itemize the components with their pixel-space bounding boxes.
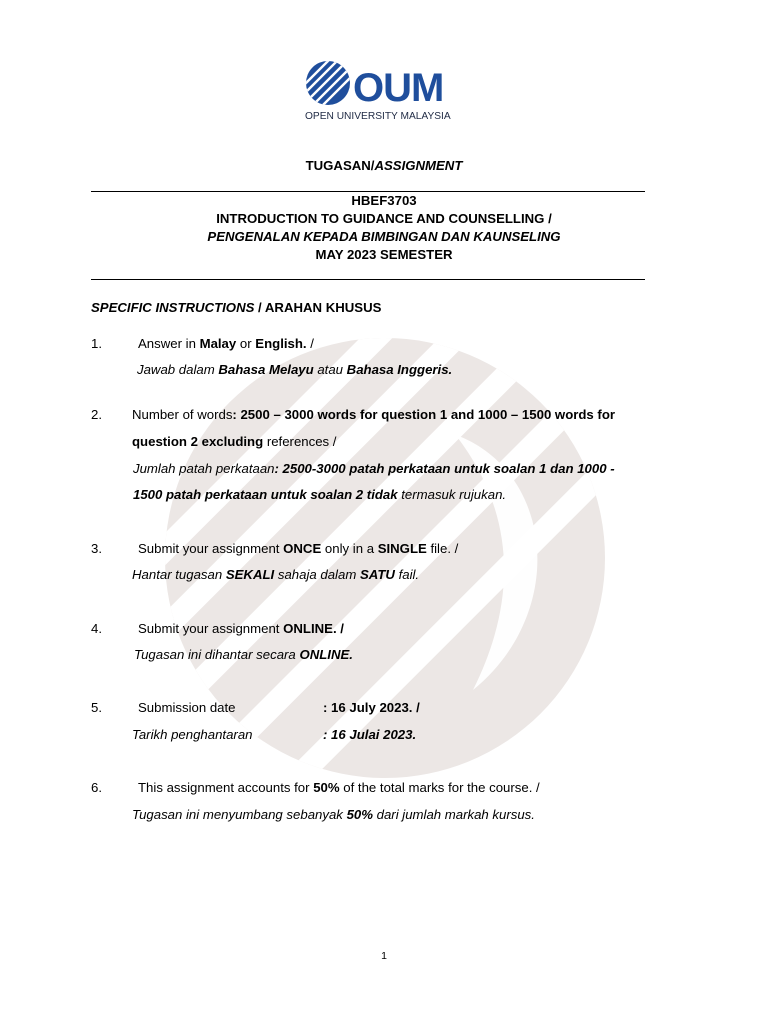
semester: MAY 2023 SEMESTER (315, 247, 453, 262)
item-3-number: 3. (91, 541, 102, 556)
oum-logo (305, 60, 475, 124)
assignment-heading: TUGASAN/ASSIGNMENT (305, 158, 463, 173)
item-4-english: Submit your assignment ONLINE. / (138, 621, 344, 636)
item-4-malay: Tugasan ini dihantar secara ONLINE. (134, 647, 353, 662)
item-1-number: 1. (91, 336, 102, 351)
page-number: 1 (381, 950, 387, 962)
tarikh-penghantaran-value: : 16 Julai 2023. (323, 727, 417, 742)
item-2-english-line-2: question 2 excluding references / (132, 434, 337, 449)
submission-date-value: : 16 July 2023. / (323, 700, 420, 715)
oum-logo-name: OPEN UNIVERSITY MALAYSIA (305, 111, 451, 122)
item-6-number: 6. (91, 780, 102, 795)
oum-logo-mark: OUM (353, 66, 444, 110)
item-6-malay: Tugasan ini menyumbang sebanyak 50% dari jumlah markah kursus. (132, 807, 535, 822)
item-2-number: 2. (91, 407, 102, 422)
header-rule-bottom (91, 279, 645, 280)
item-2-malay-line-1: Jumlah patah perkataan: 2500-3000 patah perkataan untuk soalan 1 dan 1000 - (133, 461, 615, 476)
item-2-malay-line-2: 1500 patah perkataan untuk soalan 2 tidak termasuk rujukan. (133, 487, 507, 502)
item-3-malay: Hantar tugasan SEKALI sahaja dalam SATU fail. (132, 567, 420, 582)
item-3-english: Submit your assignment ONCE only in a SINGLE file. / (138, 541, 459, 556)
item-1-malay: Jawab dalam Bahasa Melayu atau Bahasa Inggeris. (137, 362, 453, 377)
item-5-number: 5. (91, 700, 102, 715)
course-title-malay: PENGENALAN KEPADA BIMBINGAN DAN KAUNSELING (207, 229, 561, 244)
item-2-english-line-1: Number of words: 2500 – 3000 words for question 1 and 1000 – 1500 words for (132, 407, 616, 422)
item-4-number: 4. (91, 621, 102, 636)
instructions-heading: SPECIFIC INSTRUCTIONS / ARAHAN KHUSUS (91, 300, 382, 315)
oum-logo-emblem-icon (305, 60, 353, 108)
submission-date-label: Submission date (138, 700, 236, 715)
course-code: HBEF3703 (351, 193, 417, 208)
item-1-english: Answer in Malay or English. / (138, 336, 314, 351)
course-title-english: INTRODUCTION TO GUIDANCE AND COUNSELLING / (216, 211, 552, 226)
item-6-english: This assignment accounts for 50% of the total marks for the course. / (138, 780, 540, 795)
tarikh-penghantaran-label: Tarikh penghantaran (132, 727, 253, 742)
